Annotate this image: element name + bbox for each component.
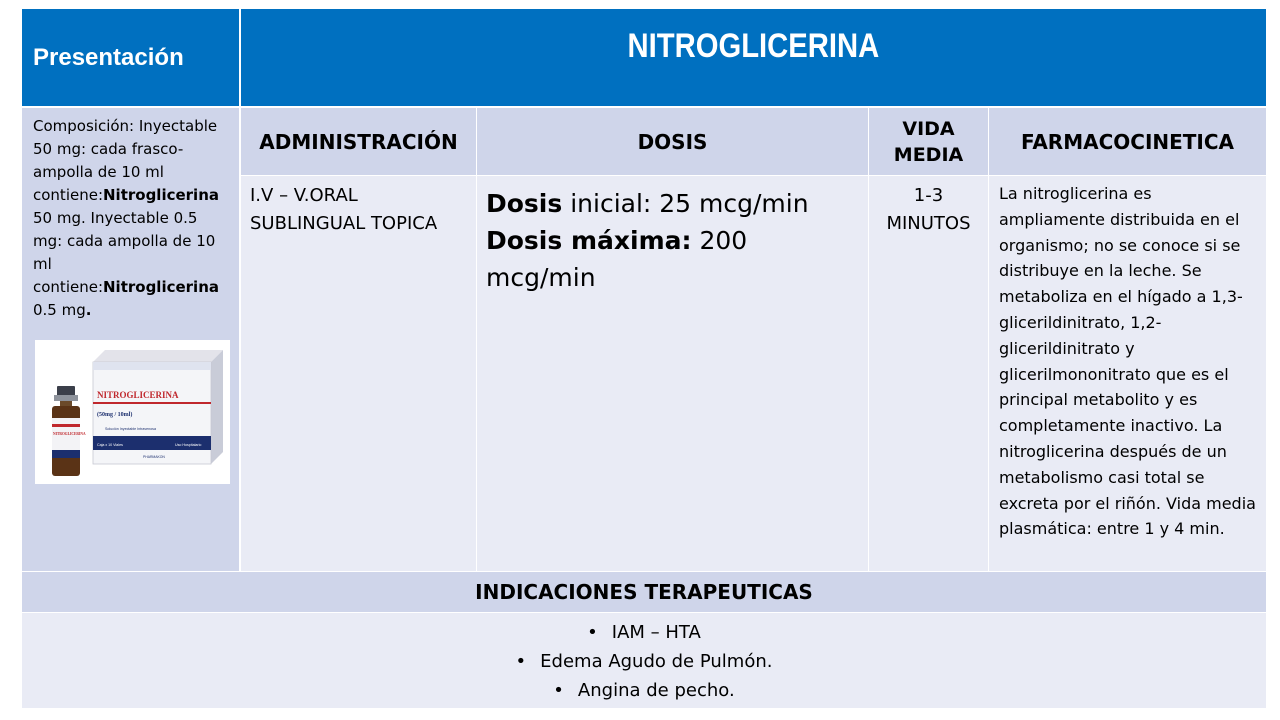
composition-text: [33, 115, 231, 322]
composition-part: 50 mg. Inyectable 0.5 mg: cada ampolla de 10 ml contiene:: [33, 209, 216, 296]
composition-part: Composición: Inyectable 50 mg: cada frasco-ampolla de 10 ml contiene:: [33, 117, 218, 204]
box-use: Uso Hospitalario: [175, 443, 202, 447]
column-header-dosis: DOSIS: [477, 108, 868, 175]
dosis-maxima-value: 200 mcg/min: [486, 226, 748, 292]
box-label: NITROGLICERINA: [97, 390, 179, 400]
indicaciones-header: INDICACIONES TERAPEUTICAS: [22, 572, 1266, 612]
composition-part: Nitroglicerina: [103, 186, 219, 204]
composition-part: 0.5 mg: [33, 301, 86, 319]
box-brand: PHARMAKON: [143, 455, 165, 459]
indicacion-item: • Edema Agudo de Pulmón.: [22, 647, 1266, 676]
dosis-inicial: [486, 185, 862, 222]
dosis-maxima-label: Dosis máxima:: [486, 226, 692, 255]
farmacocinetica-cell: La nitroglicerina es ampliamente distribuida en el organismo; no se conoce si se distribuye en la leche. Se metaboliza en el hígado a 1,3-glicerildinitrato, 1,2-glicerildinitrato y glicerilmononitrato que es el principal metabolito y es completamente inactivo. La nitroglicerina después de un metabolismo casi total se excreta por el riñón. Vida media plasmática: entre 1 y 4 min.: [989, 176, 1266, 571]
column-header-farmacocinetica: FARMACOCINETICA: [989, 108, 1266, 175]
vida-media-header-text: VIDA MEDIA: [893, 117, 964, 166]
administracion-cell: I.V – V.ORAL SUBLINGUAL TOPICA: [241, 176, 476, 571]
vida-media-cell: [869, 176, 988, 571]
box-dose: (50mg / 10ml): [97, 412, 133, 418]
vida-media-value: 1-3 MINUTOS: [886, 185, 971, 234]
dosis-cell: [477, 176, 868, 571]
presentation-label: Presentación: [33, 43, 184, 71]
indicacion-item: • IAM – HTA: [22, 618, 1266, 647]
presentation-cell: [22, 108, 239, 571]
product-image: [35, 340, 230, 484]
column-header-administracion: ADMINISTRACIÓN: [241, 108, 476, 175]
composition-part: Nitroglicerina: [103, 278, 219, 296]
dosis-inicial-value: inicial: 25 mcg/min: [562, 189, 809, 218]
indicaciones-list: [22, 618, 1266, 705]
indicacion-item: • Angina de pecho.: [22, 676, 1266, 705]
column-header-vida-media: [869, 108, 988, 175]
composition-part: .: [85, 301, 92, 319]
vial-label: NITROGLICERINA: [53, 432, 86, 436]
drug-title-header: [241, 9, 1266, 106]
box-sub: Solución Inyectable Intravenosa: [105, 427, 156, 431]
dosis-inicial-label: Dosis: [486, 189, 563, 218]
presentation-header: [22, 9, 239, 106]
drug-title: NITROGLICERINA: [627, 27, 880, 65]
box-count: Caja x 10 Viales: [97, 443, 123, 447]
dosis-maxima: [486, 222, 862, 296]
indicaciones-cell: [22, 613, 1266, 708]
